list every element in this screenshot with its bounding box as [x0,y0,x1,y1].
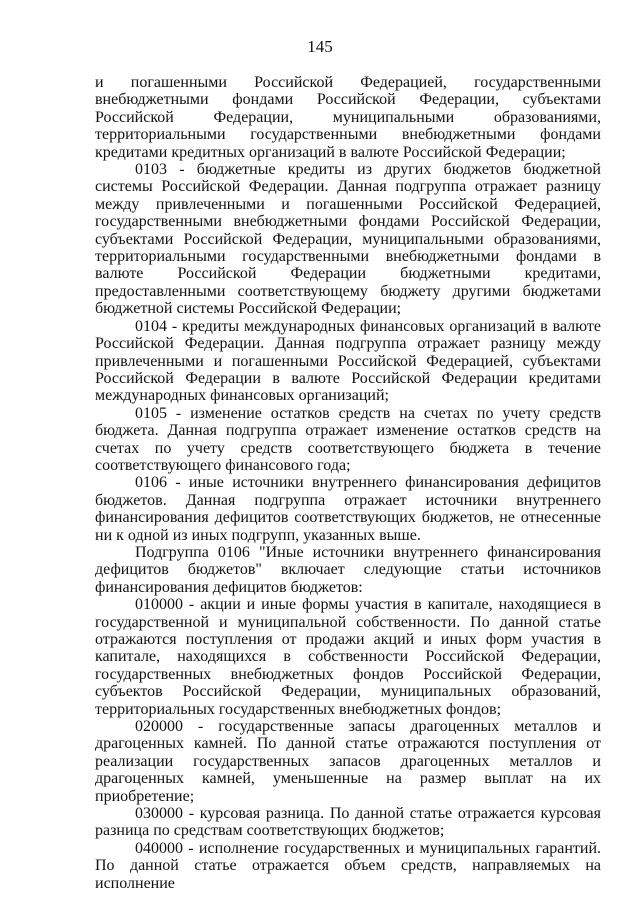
paragraph-030000: 030000 - курсовая разница. По данной статье отражается курсовая разница по средствам соответствующих бюджетов; [95,805,601,840]
paragraph-0103: 0103 - бюджетные кредиты из других бюджетов бюджетной системы Российской Федерации. Данная подгруппа отражает разницу между привлеченными и погашенными Российской Федерацией, государственными внебюджетными фондами Российской Федерации, субъектами Российской Федерации, муниципальными образованиями, территориальными государственными внебюджетными фондами в валюте Российской Федерации бюджетными кредитами, предоставленными соответствующему бюджету другими бюджетами бюджетной системы Российской Федерации; [95,161,601,318]
paragraph-0104: 0104 - кредиты международных финансовых организаций в валюте Российской Федерации. Данная подгруппа отражает разницу между привлеченными и погашенными Российской Федерацией, субъектами Российской Федерации в валюте Российской Федерации кредитами международных финансовых организаций; [95,317,601,405]
paragraph-010000: 010000 - акции и иные формы участия в капитале, находящиеся в государственной и муниципальной собственности. По данной статье отражаются поступления от продажи акций и иных форм участия в капитале, находящихся в собственности Российской Федерации, государственных внебюджетных фондов Российской Федерации, субъектов Российской Федерации, муниципальных образований, территориальных государственных внебюджетных фондов; [95,596,601,718]
paragraph-020000: 020000 - государственные запасы драгоценных металлов и драгоценных камней. По данной статье отражаются поступления от реализации государственных запасов драгоценных металлов и драгоценных камней, уменьшенные на размер выплат на их приобретение; [95,718,601,805]
page-number: 145 [307,37,333,56]
paragraph-subgroup-0106: Подгруппа 0106 "Иные источники внутреннего финансирования дефицитов бюджетов" включает следующие статьи источников финансирования дефицитов бюджетов: [95,543,601,596]
paragraph-0105: 0105 - изменение остатков средств на счетах по учету средств бюджета. Данная подгруппа отражает изменение остатков средств на счетах по учету средств соответствующего бюджета в течение соответствующего финансового года; [95,404,601,474]
document-body [95,74,601,892]
paragraph-continuation: и погашенными Российской Федерацией, государственными внебюджетными фондами Российской Федерации, субъектами Российской Федерации, муниципальными образованиями, территориальными государственными внебюджетными фондами кредитами кредитных организаций в валюте Российской Федерации; [95,74,601,161]
paragraph-0106: 0106 - иные источники внутреннего финансирования дефицитов бюджетов. Данная подгруппа отражает источники внутреннего финансирования дефицитов соответствующих бюджетов, не отнесенные ни к одной из иных подгрупп, указанных выше. [95,474,601,544]
paragraph-040000: 040000 - исполнение государственных и муниципальных гарантий. По данной статье отражается объем средств, направляемых на исполнение [95,839,601,892]
